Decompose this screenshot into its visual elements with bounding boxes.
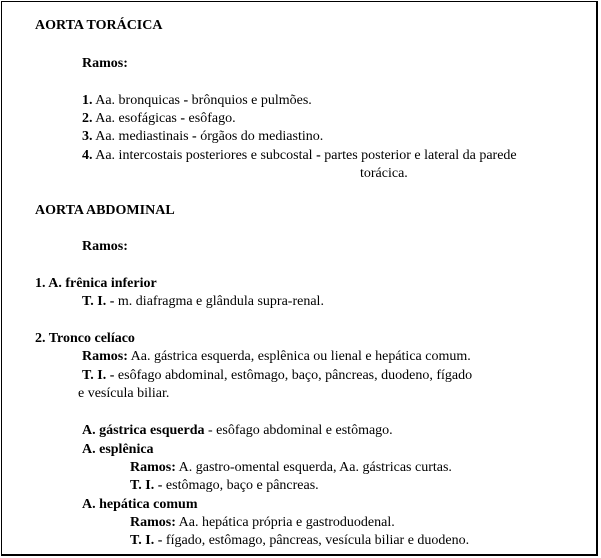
- item-number: 3.: [82, 129, 93, 144]
- artery-name: A. gástrica esquerda: [82, 423, 205, 438]
- list-item: [82, 93, 312, 109]
- frenica-territory: [82, 294, 324, 310]
- item-text: Aa. esofágicas: [92, 111, 181, 126]
- item-rest: órgãos do mediastino.: [196, 129, 324, 144]
- ramos-text: Aa. gástrica esquerda, esplênica ou lienal e hepática comum.: [127, 349, 471, 364]
- item-dash: -: [316, 148, 321, 163]
- heading-aorta-toracica: AORTA TORÁCICA: [35, 18, 163, 33]
- ti-text: estômago, baço e pâncreas.: [162, 478, 319, 493]
- gastrica-esquerda: [82, 423, 393, 439]
- esplenica-name: A. esplênica: [82, 442, 154, 457]
- ramos-label-abdominal: Ramos:: [82, 239, 128, 254]
- item-rest: partes posterior e lateral da parede: [320, 148, 517, 163]
- item-text: Aa. mediastinais: [92, 129, 193, 144]
- item-rest: esôfago.: [185, 111, 236, 126]
- item-text: Aa. intercostais posteriores e subcostal: [92, 148, 317, 163]
- heading-aorta-abdominal: AORTA ABDOMINAL: [35, 203, 175, 218]
- hepatica-ramos: [130, 515, 395, 531]
- item-number: 4.: [82, 148, 93, 163]
- item-rest: brônquios e pulmões.: [188, 93, 312, 108]
- list-item: [82, 148, 517, 164]
- hepatica-name: A. hepática comum: [82, 497, 198, 512]
- ramos-text: A. gastro-omental esquerda, Aa. gástricas curtas.: [175, 460, 452, 475]
- ramos-text: Aa. hepática própria e gastroduodenal.: [175, 515, 395, 530]
- celiaco-territory-continuation: e vesícula biliar.: [78, 386, 170, 401]
- esplenica-ramos: [130, 460, 452, 476]
- ramos-label-toracica: Ramos:: [82, 56, 128, 71]
- ti-label: T. I. -: [82, 368, 115, 383]
- ramos-label: Ramos:: [130, 515, 176, 530]
- item-dash: -: [180, 111, 186, 126]
- ti-label: T. I. -: [82, 294, 115, 309]
- ti-text: esôfago abdominal, estômago, baço, pâncreas, duodeno, fígado: [114, 368, 473, 383]
- ti-text: m. diafragma e glândula supra-renal.: [114, 294, 324, 309]
- artery-text: - esôfago abdominal e estômago.: [204, 423, 393, 438]
- ramos-label: Ramos:: [82, 349, 128, 364]
- document-frame: [1, 1, 598, 556]
- item-number: 2.: [82, 111, 93, 126]
- celiaco-territory: [82, 368, 472, 384]
- item-number: 1.: [82, 93, 93, 108]
- item-dash: -: [192, 129, 197, 144]
- ti-text: fígado, estômago, pâncreas, vesícula biliar e duodeno.: [162, 533, 470, 548]
- list-item-continuation: torácica.: [360, 166, 408, 181]
- celiaco-title: 2. Tronco celíaco: [35, 331, 135, 346]
- celiaco-ramos: [82, 349, 471, 365]
- esplenica-territory: [130, 478, 319, 494]
- ti-label: T. I. -: [130, 478, 163, 493]
- item-text: Aa. bronquicas: [92, 93, 184, 108]
- ramos-label: Ramos:: [130, 460, 176, 475]
- hepatica-territory: [130, 533, 469, 549]
- ti-label: T. I. -: [130, 533, 163, 548]
- list-item: [82, 111, 236, 127]
- list-item: [82, 129, 323, 145]
- item-dash: -: [183, 93, 189, 108]
- frenica-title: 1. A. frênica inferior: [35, 276, 157, 291]
